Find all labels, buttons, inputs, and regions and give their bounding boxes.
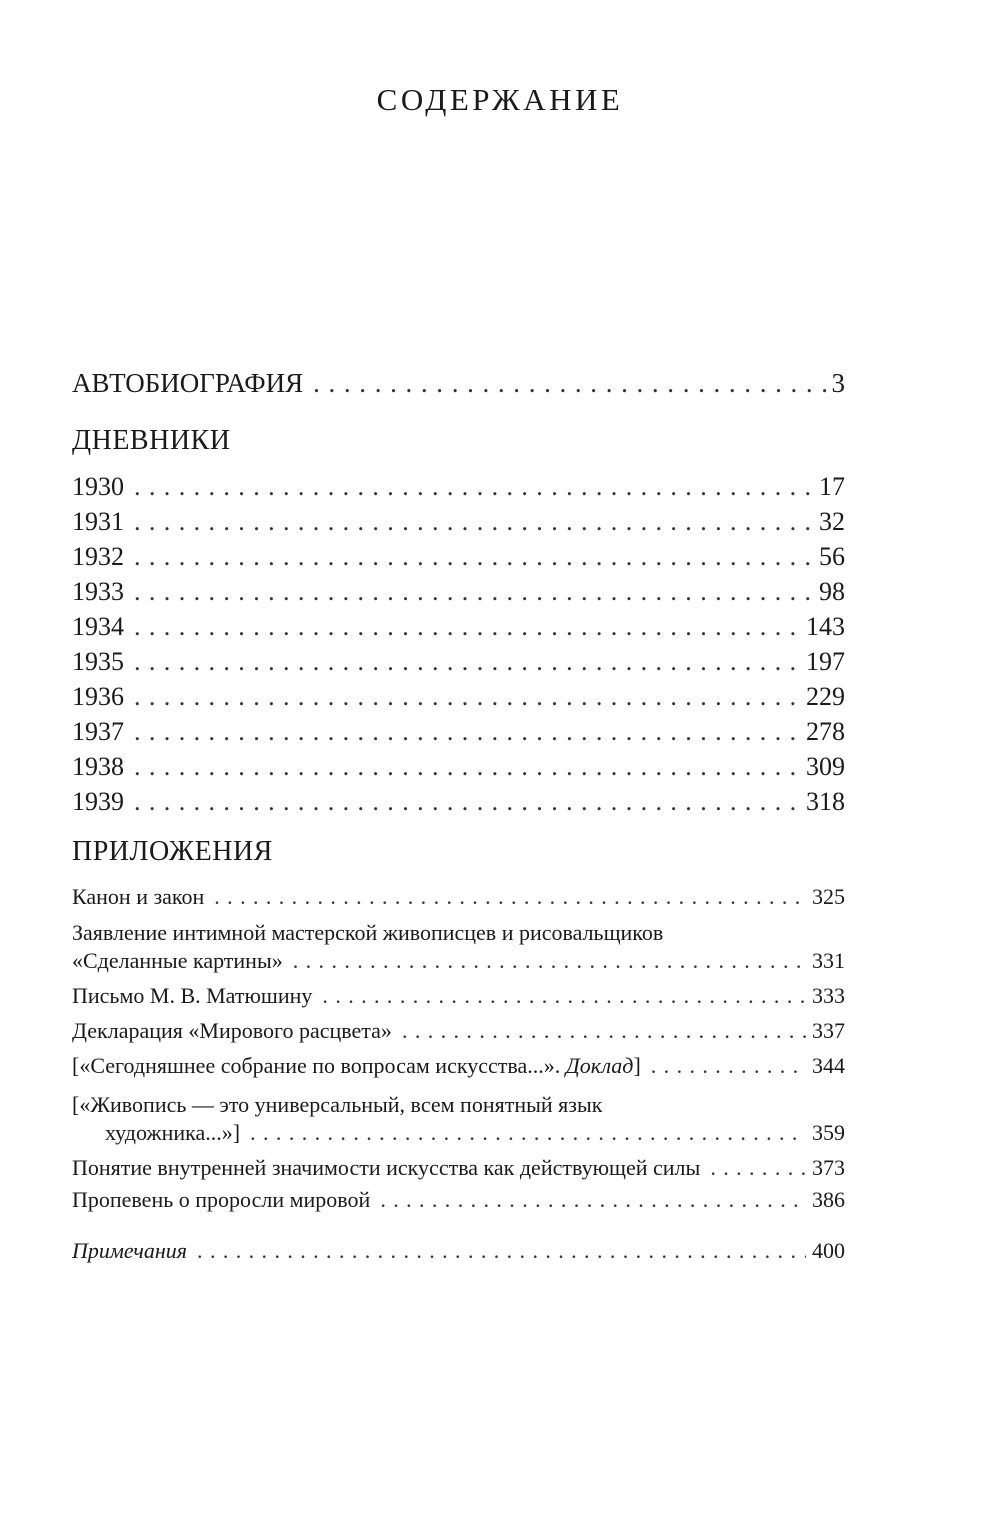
toc-entry-label-suffix: ] <box>633 1053 641 1078</box>
dot-leader <box>134 787 800 817</box>
dot-leader <box>134 647 800 677</box>
dot-leader <box>322 983 806 1009</box>
toc-entry-appendix[interactable] <box>72 1018 845 1044</box>
toc-entry-page: 318 <box>806 787 845 816</box>
toc-entry-label: 1930 <box>72 472 124 501</box>
toc-entry-label: «Сделанные картины» <box>72 948 283 973</box>
toc-entry-label: Декларация «Мирового расцвета» <box>72 1018 392 1043</box>
toc-entry-appendix[interactable] <box>72 1155 845 1181</box>
toc-entry-line1: [«Живопись — это универсальный, всем понятный язык <box>72 1092 603 1117</box>
toc-entry-label: 1932 <box>72 542 124 571</box>
toc-entry-label <box>72 1053 641 1079</box>
toc-entry-page: 373 <box>812 1155 845 1180</box>
dot-leader <box>651 1053 806 1079</box>
dot-leader <box>293 948 806 974</box>
toc-entry-year[interactable] <box>72 542 845 572</box>
dot-leader <box>134 717 800 747</box>
toc-entry-label: 1936 <box>72 682 124 711</box>
dot-leader <box>134 577 813 607</box>
toc-entry-appendix[interactable] <box>72 983 845 1009</box>
dot-leader <box>197 1238 806 1264</box>
toc-entry-page: 359 <box>812 1120 845 1145</box>
toc-entry-page: 17 <box>819 472 845 501</box>
toc-entry-year[interactable] <box>72 612 845 642</box>
toc-entry-page: 325 <box>812 884 845 909</box>
toc-entry-appendix[interactable] <box>72 1187 845 1213</box>
dot-leader <box>313 368 825 399</box>
toc-entry-label: художника...»] <box>105 1120 241 1145</box>
dot-leader <box>134 752 800 782</box>
toc-entry-label: Примечания <box>72 1238 188 1263</box>
toc-entry-line1: Заявление интимной мастерской живописцев и рисовальщиков <box>72 920 664 945</box>
dot-leader <box>710 1155 806 1181</box>
toc-entry-page: 400 <box>812 1238 845 1263</box>
toc-entry-label: Письмо М. В. Матюшину <box>72 983 313 1008</box>
dot-leader <box>380 1187 806 1213</box>
toc-entry-label: 1933 <box>72 577 124 606</box>
toc-entry-page: 333 <box>812 983 845 1008</box>
toc-entry-appendix[interactable] <box>72 1120 845 1146</box>
toc-entry-label: 1931 <box>72 507 124 536</box>
dot-leader <box>134 612 800 642</box>
dot-leader <box>250 1120 806 1146</box>
toc-entry-year[interactable] <box>72 472 845 502</box>
toc-entry-year[interactable] <box>72 752 845 782</box>
dot-leader <box>134 472 813 502</box>
toc-entry-page: 98 <box>819 577 845 606</box>
toc-entry-notes[interactable] <box>72 1238 845 1264</box>
toc-entry-page: 197 <box>806 647 845 676</box>
dot-leader <box>402 1018 806 1044</box>
toc-entry-label: АВТОБИОГРАФИЯ <box>72 368 304 398</box>
toc-entry-page: 344 <box>812 1053 845 1078</box>
toc-entry-year[interactable] <box>72 577 845 607</box>
toc-entry-label-italic: Доклад <box>565 1053 634 1078</box>
toc-entry-page: 278 <box>806 717 845 746</box>
toc-entry-label: 1937 <box>72 717 124 746</box>
toc-entry-autobiography[interactable] <box>72 368 845 399</box>
dot-leader <box>134 682 800 712</box>
toc-entry-page: 229 <box>806 682 845 711</box>
toc-entry-page: 143 <box>806 612 845 641</box>
toc-entry-page: 386 <box>812 1187 845 1212</box>
toc-entry-label: Понятие внутренней значимости искусства как действующей силы <box>72 1155 701 1180</box>
toc-entry-year[interactable] <box>72 647 845 677</box>
toc-entry-appendix[interactable] <box>72 884 845 910</box>
toc-entry-label-prefix: [«Сегодняшнее собрание по вопросам искусства...». <box>72 1053 566 1078</box>
toc-entry-label: Пропевень о проросли мировой <box>72 1187 371 1212</box>
toc-entry-label: 1935 <box>72 647 124 676</box>
toc-entry-year[interactable] <box>72 717 845 747</box>
toc-entry-page: 331 <box>812 948 845 973</box>
page-title: СОДЕРЖАНИЕ <box>376 82 624 117</box>
toc-entry-label: 1938 <box>72 752 124 781</box>
dot-leader <box>214 884 806 910</box>
section-heading-diaries: ДНЕВНИКИ <box>72 425 231 456</box>
toc-entry-year[interactable] <box>72 682 845 712</box>
toc-entry-appendix[interactable] <box>72 1053 845 1079</box>
toc-entry-appendix[interactable] <box>72 948 845 974</box>
toc-entry-page: 337 <box>812 1018 845 1043</box>
section-heading-appendices: ПРИЛОЖЕНИЯ <box>72 836 273 867</box>
toc-entry-year[interactable] <box>72 787 845 817</box>
toc-entry-page: 3 <box>831 368 845 398</box>
toc-entry-year[interactable] <box>72 507 845 537</box>
toc-entry-page: 309 <box>806 752 845 781</box>
toc-entry-label: 1934 <box>72 612 124 641</box>
toc-entry-page: 32 <box>819 507 845 536</box>
dot-leader <box>134 542 813 572</box>
dot-leader <box>134 507 813 537</box>
toc-entry-page: 56 <box>819 542 845 571</box>
toc-entry-label: 1939 <box>72 787 124 816</box>
toc-entry-label: Канон и закон <box>72 884 205 909</box>
